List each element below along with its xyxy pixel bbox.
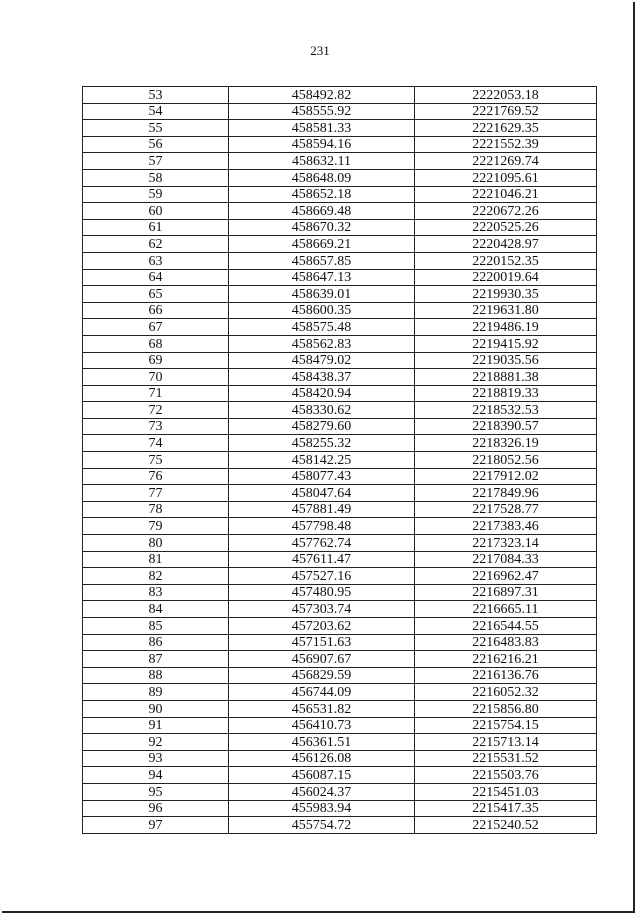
x-coordinate-cell: 458047.64 bbox=[229, 485, 415, 502]
table-row bbox=[83, 369, 597, 386]
point-number-cell: 54 bbox=[83, 103, 229, 120]
table-row bbox=[83, 385, 597, 402]
x-coordinate-cell: 456361.51 bbox=[229, 734, 415, 751]
point-number-cell: 60 bbox=[83, 203, 229, 220]
point-number-cell: 84 bbox=[83, 601, 229, 618]
x-coordinate-cell: 458479.02 bbox=[229, 352, 415, 369]
point-number-cell: 78 bbox=[83, 501, 229, 518]
table-row bbox=[83, 286, 597, 303]
x-coordinate-cell: 458555.92 bbox=[229, 103, 415, 120]
point-number-cell: 63 bbox=[83, 252, 229, 269]
table-row bbox=[83, 767, 597, 784]
x-coordinate-cell: 458657.85 bbox=[229, 252, 415, 269]
point-number-cell: 95 bbox=[83, 783, 229, 800]
point-number-cell: 87 bbox=[83, 651, 229, 668]
x-coordinate-cell: 458669.21 bbox=[229, 236, 415, 253]
y-coordinate-cell: 2221269.74 bbox=[415, 153, 597, 170]
x-coordinate-cell: 458669.48 bbox=[229, 203, 415, 220]
coordinates-table-body bbox=[83, 87, 597, 834]
y-coordinate-cell: 2220152.35 bbox=[415, 252, 597, 269]
x-coordinate-cell: 456829.59 bbox=[229, 667, 415, 684]
point-number-cell: 70 bbox=[83, 369, 229, 386]
point-number-cell: 77 bbox=[83, 485, 229, 502]
x-coordinate-cell: 457881.49 bbox=[229, 501, 415, 518]
y-coordinate-cell: 2220428.97 bbox=[415, 236, 597, 253]
point-number-cell: 69 bbox=[83, 352, 229, 369]
x-coordinate-cell: 456531.82 bbox=[229, 700, 415, 717]
point-number-cell: 64 bbox=[83, 269, 229, 286]
x-coordinate-cell: 458632.11 bbox=[229, 153, 415, 170]
point-number-cell: 73 bbox=[83, 418, 229, 435]
y-coordinate-cell: 2221769.52 bbox=[415, 103, 597, 120]
y-coordinate-cell: 2216052.32 bbox=[415, 684, 597, 701]
y-coordinate-cell: 2218881.38 bbox=[415, 369, 597, 386]
x-coordinate-cell: 458652.18 bbox=[229, 186, 415, 203]
page-number: 231 bbox=[310, 43, 330, 58]
point-number-cell: 68 bbox=[83, 335, 229, 352]
x-coordinate-cell: 458420.94 bbox=[229, 385, 415, 402]
x-coordinate-cell: 457151.63 bbox=[229, 634, 415, 651]
point-number-cell: 83 bbox=[83, 584, 229, 601]
x-coordinate-cell: 458647.13 bbox=[229, 269, 415, 286]
table-row bbox=[83, 750, 597, 767]
point-number-cell: 96 bbox=[83, 800, 229, 817]
table-row bbox=[83, 717, 597, 734]
y-coordinate-cell: 2215856.80 bbox=[415, 700, 597, 717]
x-coordinate-cell: 456410.73 bbox=[229, 717, 415, 734]
y-coordinate-cell: 2222053.18 bbox=[415, 87, 597, 104]
y-coordinate-cell: 2219631.80 bbox=[415, 302, 597, 319]
y-coordinate-cell: 2217849.96 bbox=[415, 485, 597, 502]
x-coordinate-cell: 458142.25 bbox=[229, 452, 415, 469]
x-coordinate-cell: 456907.67 bbox=[229, 651, 415, 668]
y-coordinate-cell: 2220019.64 bbox=[415, 269, 597, 286]
table-row bbox=[83, 485, 597, 502]
y-coordinate-cell: 2216665.11 bbox=[415, 601, 597, 618]
x-coordinate-cell: 458670.32 bbox=[229, 219, 415, 236]
point-number-cell: 90 bbox=[83, 700, 229, 717]
y-coordinate-cell: 2218052.56 bbox=[415, 452, 597, 469]
point-number-cell: 76 bbox=[83, 468, 229, 485]
table-row bbox=[83, 402, 597, 419]
x-coordinate-cell: 457480.95 bbox=[229, 584, 415, 601]
y-coordinate-cell: 2215503.76 bbox=[415, 767, 597, 784]
point-number-cell: 92 bbox=[83, 734, 229, 751]
table-row bbox=[83, 103, 597, 120]
point-number-cell: 66 bbox=[83, 302, 229, 319]
table-row bbox=[83, 269, 597, 286]
table-row bbox=[83, 800, 597, 817]
x-coordinate-cell: 458600.35 bbox=[229, 302, 415, 319]
table-row bbox=[83, 236, 597, 253]
point-number-cell: 82 bbox=[83, 568, 229, 585]
x-coordinate-cell: 458594.16 bbox=[229, 136, 415, 153]
y-coordinate-cell: 2218390.57 bbox=[415, 418, 597, 435]
x-coordinate-cell: 455983.94 bbox=[229, 800, 415, 817]
point-number-cell: 72 bbox=[83, 402, 229, 419]
table-row bbox=[83, 352, 597, 369]
x-coordinate-cell: 458077.43 bbox=[229, 468, 415, 485]
table-row bbox=[83, 667, 597, 684]
table-row bbox=[83, 817, 597, 834]
y-coordinate-cell: 2216544.55 bbox=[415, 618, 597, 635]
y-coordinate-cell: 2219415.92 bbox=[415, 335, 597, 352]
y-coordinate-cell: 2221046.21 bbox=[415, 186, 597, 203]
table-row bbox=[83, 87, 597, 104]
x-coordinate-cell: 456126.08 bbox=[229, 750, 415, 767]
table-row bbox=[83, 153, 597, 170]
x-coordinate-cell: 458648.09 bbox=[229, 169, 415, 186]
y-coordinate-cell: 2218532.53 bbox=[415, 402, 597, 419]
y-coordinate-cell: 2219486.19 bbox=[415, 319, 597, 336]
x-coordinate-cell: 458438.37 bbox=[229, 369, 415, 386]
table-row bbox=[83, 700, 597, 717]
x-coordinate-cell: 458562.83 bbox=[229, 335, 415, 352]
y-coordinate-cell: 2218819.33 bbox=[415, 385, 597, 402]
table-row bbox=[83, 335, 597, 352]
table-row bbox=[83, 684, 597, 701]
y-coordinate-cell: 2221095.61 bbox=[415, 169, 597, 186]
y-coordinate-cell: 2217912.02 bbox=[415, 468, 597, 485]
x-coordinate-cell: 456024.37 bbox=[229, 783, 415, 800]
point-number-cell: 85 bbox=[83, 618, 229, 635]
y-coordinate-cell: 2217528.77 bbox=[415, 501, 597, 518]
table-row bbox=[83, 783, 597, 800]
table-row bbox=[83, 734, 597, 751]
y-coordinate-cell: 2219035.56 bbox=[415, 352, 597, 369]
table-row bbox=[83, 136, 597, 153]
y-coordinate-cell: 2215451.03 bbox=[415, 783, 597, 800]
table-row bbox=[83, 302, 597, 319]
table-row bbox=[83, 551, 597, 568]
coordinates-table bbox=[82, 86, 597, 834]
y-coordinate-cell: 2220672.26 bbox=[415, 203, 597, 220]
x-coordinate-cell: 458330.62 bbox=[229, 402, 415, 419]
x-coordinate-cell: 457798.48 bbox=[229, 518, 415, 535]
point-number-cell: 57 bbox=[83, 153, 229, 170]
table-row bbox=[83, 252, 597, 269]
x-coordinate-cell: 457762.74 bbox=[229, 535, 415, 552]
table-row bbox=[83, 452, 597, 469]
point-number-cell: 97 bbox=[83, 817, 229, 834]
y-coordinate-cell: 2216216.21 bbox=[415, 651, 597, 668]
x-coordinate-cell: 457203.62 bbox=[229, 618, 415, 635]
point-number-cell: 55 bbox=[83, 120, 229, 137]
table-row bbox=[83, 468, 597, 485]
y-coordinate-cell: 2217383.46 bbox=[415, 518, 597, 535]
y-coordinate-cell: 2216483.83 bbox=[415, 634, 597, 651]
y-coordinate-cell: 2221552.39 bbox=[415, 136, 597, 153]
point-number-cell: 91 bbox=[83, 717, 229, 734]
y-coordinate-cell: 2215713.14 bbox=[415, 734, 597, 751]
point-number-cell: 62 bbox=[83, 236, 229, 253]
table-row bbox=[83, 501, 597, 518]
table-row bbox=[83, 186, 597, 203]
x-coordinate-cell: 458639.01 bbox=[229, 286, 415, 303]
y-coordinate-cell: 2215417.35 bbox=[415, 800, 597, 817]
y-coordinate-cell: 2217323.14 bbox=[415, 535, 597, 552]
table-row bbox=[83, 435, 597, 452]
table-row bbox=[83, 535, 597, 552]
y-coordinate-cell: 2217084.33 bbox=[415, 551, 597, 568]
table-row bbox=[83, 219, 597, 236]
point-number-cell: 61 bbox=[83, 219, 229, 236]
point-number-cell: 75 bbox=[83, 452, 229, 469]
x-coordinate-cell: 458492.82 bbox=[229, 87, 415, 104]
y-coordinate-cell: 2215531.52 bbox=[415, 750, 597, 767]
point-number-cell: 88 bbox=[83, 667, 229, 684]
point-number-cell: 74 bbox=[83, 435, 229, 452]
y-coordinate-cell: 2220525.26 bbox=[415, 219, 597, 236]
x-coordinate-cell: 458581.33 bbox=[229, 120, 415, 137]
table-row bbox=[83, 203, 597, 220]
point-number-cell: 56 bbox=[83, 136, 229, 153]
table-row bbox=[83, 584, 597, 601]
x-coordinate-cell: 457527.16 bbox=[229, 568, 415, 585]
table-row bbox=[83, 634, 597, 651]
x-coordinate-cell: 455754.72 bbox=[229, 817, 415, 834]
point-number-cell: 53 bbox=[83, 87, 229, 104]
point-number-cell: 94 bbox=[83, 767, 229, 784]
point-number-cell: 80 bbox=[83, 535, 229, 552]
table-row bbox=[83, 418, 597, 435]
table-row bbox=[83, 120, 597, 137]
y-coordinate-cell: 2215240.52 bbox=[415, 817, 597, 834]
point-number-cell: 67 bbox=[83, 319, 229, 336]
table-row bbox=[83, 651, 597, 668]
x-coordinate-cell: 458575.48 bbox=[229, 319, 415, 336]
table-row bbox=[83, 518, 597, 535]
y-coordinate-cell: 2216136.76 bbox=[415, 667, 597, 684]
y-coordinate-cell: 2216897.31 bbox=[415, 584, 597, 601]
x-coordinate-cell: 457611.47 bbox=[229, 551, 415, 568]
x-coordinate-cell: 456744.09 bbox=[229, 684, 415, 701]
point-number-cell: 65 bbox=[83, 286, 229, 303]
y-coordinate-cell: 2221629.35 bbox=[415, 120, 597, 137]
y-coordinate-cell: 2219930.35 bbox=[415, 286, 597, 303]
y-coordinate-cell: 2215754.15 bbox=[415, 717, 597, 734]
point-number-cell: 89 bbox=[83, 684, 229, 701]
point-number-cell: 59 bbox=[83, 186, 229, 203]
point-number-cell: 93 bbox=[83, 750, 229, 767]
table-row bbox=[83, 601, 597, 618]
table-row bbox=[83, 618, 597, 635]
table-row bbox=[83, 169, 597, 186]
point-number-cell: 71 bbox=[83, 385, 229, 402]
table-row bbox=[83, 568, 597, 585]
point-number-cell: 79 bbox=[83, 518, 229, 535]
point-number-cell: 86 bbox=[83, 634, 229, 651]
x-coordinate-cell: 458255.32 bbox=[229, 435, 415, 452]
x-coordinate-cell: 456087.15 bbox=[229, 767, 415, 784]
x-coordinate-cell: 457303.74 bbox=[229, 601, 415, 618]
table-row bbox=[83, 319, 597, 336]
y-coordinate-cell: 2218326.19 bbox=[415, 435, 597, 452]
point-number-cell: 81 bbox=[83, 551, 229, 568]
x-coordinate-cell: 458279.60 bbox=[229, 418, 415, 435]
point-number-cell: 58 bbox=[83, 169, 229, 186]
y-coordinate-cell: 2216962.47 bbox=[415, 568, 597, 585]
